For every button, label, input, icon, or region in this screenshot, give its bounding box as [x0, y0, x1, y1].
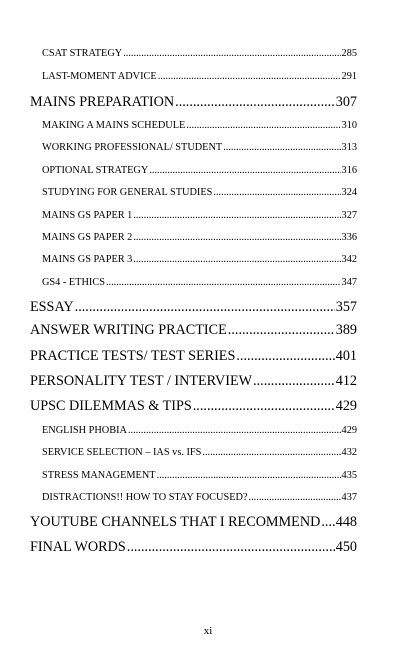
toc-entry-title: STUDYING FOR GENERAL STUDIES	[42, 187, 213, 198]
toc-entry[interactable]	[30, 539, 357, 557]
toc-entry[interactable]	[30, 348, 357, 366]
toc-entry-page: 347	[341, 277, 357, 288]
toc-entry-page: 310	[341, 120, 357, 131]
toc-leader-dots	[213, 187, 340, 198]
toc-entry-title: ANSWER WRITING PRACTICE	[30, 322, 227, 338]
toc-entry[interactable]	[42, 277, 357, 291]
toc-entry[interactable]	[42, 71, 357, 85]
toc-entry[interactable]	[30, 322, 357, 340]
toc-entry-title: OPTIONAL STRATEGY	[42, 165, 149, 176]
toc-leader-dots	[127, 539, 335, 556]
toc-entry-title: WORKING PROFESSIONAL/ STUDENT	[42, 142, 223, 153]
toc-entry-page: 357	[335, 299, 357, 315]
toc-leader-dots	[321, 514, 334, 531]
toc-entry-title: DISTRACTIONS!! HOW TO STAY FOCUSED?	[42, 492, 248, 503]
toc-entry-title: LAST-MOMENT ADVICE	[42, 71, 157, 82]
toc-entry[interactable]	[42, 232, 357, 246]
toc-leader-dots	[75, 299, 335, 316]
toc-entry-title: CSAT STRATEGY	[42, 48, 123, 59]
toc-entry-title: SERVICE SELECTION – IAS vs. IFS	[42, 447, 202, 458]
toc-entry-title: GS4 - ETHICS	[42, 277, 105, 288]
toc-leader-dots	[149, 165, 340, 176]
toc-entry[interactable]	[42, 470, 357, 484]
toc-entry[interactable]	[42, 492, 357, 506]
toc-entry-page: 291	[341, 71, 357, 82]
toc-entry-title: ENGLISH PHOBIA	[42, 425, 127, 436]
toc-leader-dots	[223, 142, 340, 153]
toc-leader-dots	[228, 322, 335, 339]
toc-entry-page: 307	[335, 94, 357, 110]
toc-entry-page: 429	[341, 425, 357, 436]
toc-leader-dots	[128, 425, 341, 436]
toc-entry[interactable]	[42, 165, 357, 179]
toc-entry-title: FINAL WORDS	[30, 539, 126, 555]
toc-leader-dots	[249, 492, 341, 503]
toc-entry[interactable]	[42, 425, 357, 439]
toc-entry-page: 313	[341, 142, 357, 153]
toc-entry[interactable]	[30, 373, 357, 391]
toc-entry[interactable]	[42, 120, 357, 134]
toc-leader-dots	[253, 373, 335, 390]
toc-leader-dots	[123, 48, 340, 59]
toc-leader-dots	[106, 277, 341, 288]
toc-entry[interactable]	[42, 48, 357, 62]
toc-entry-title: MAKING A MAINS SCHEDULE	[42, 120, 186, 131]
toc-leader-dots	[193, 398, 335, 415]
toc-entry-page: 389	[335, 322, 357, 338]
toc-leader-dots	[186, 120, 340, 131]
toc-entry-page: 450	[335, 539, 357, 555]
toc-entry-title: YOUTUBE CHANNELS THAT I RECOMMEND	[30, 514, 321, 530]
toc-entry[interactable]	[42, 447, 357, 461]
toc-leader-dots	[133, 232, 340, 243]
toc-entry-page: 429	[335, 398, 357, 414]
toc-entry-page: 327	[341, 210, 357, 221]
toc-entry[interactable]	[30, 514, 357, 532]
toc-entry-title: PERSONALITY TEST / INTERVIEW	[30, 373, 253, 389]
toc-leader-dots	[236, 348, 334, 365]
toc-entry[interactable]	[42, 254, 357, 268]
toc-entry-page: 432	[341, 447, 357, 458]
toc-entry-page: 316	[341, 165, 357, 176]
toc-entry[interactable]	[42, 210, 357, 224]
toc-entry-title: PRACTICE TESTS/ TEST SERIES	[30, 348, 236, 364]
toc-entry[interactable]	[30, 299, 357, 317]
toc-entry-page: 401	[335, 348, 357, 364]
toc-entry-page: 336	[341, 232, 357, 243]
toc-entry-page: 448	[335, 514, 357, 530]
toc-entry[interactable]	[42, 187, 357, 201]
toc-leader-dots	[158, 71, 341, 82]
toc-leader-dots	[202, 447, 340, 458]
toc-leader-dots	[157, 470, 341, 481]
toc-entry-title: UPSC DILEMMAS & TIPS	[30, 398, 192, 414]
toc-entry-page: 342	[341, 254, 357, 265]
toc-entry-title: MAINS GS PAPER 3	[42, 254, 133, 265]
toc-entry-title: MAINS PREPARATION	[30, 94, 175, 110]
toc-entry-title: ESSAY	[30, 299, 74, 315]
page-number: xi	[203, 625, 213, 637]
toc-leader-dots	[133, 210, 340, 221]
toc-entry-title: MAINS GS PAPER 1	[42, 210, 133, 221]
toc-entry-page: 324	[341, 187, 357, 198]
toc-entry[interactable]	[30, 398, 357, 416]
toc-entry-page: 437	[341, 492, 357, 503]
toc-entry-title: STRESS MANAGEMENT	[42, 470, 156, 481]
toc-entry-page: 435	[341, 470, 357, 481]
toc-entry-title: MAINS GS PAPER 2	[42, 232, 133, 243]
toc-leader-dots	[175, 94, 335, 111]
toc-entry-page: 285	[341, 48, 357, 59]
toc-entry[interactable]	[42, 142, 357, 156]
toc-entry-page: 412	[335, 373, 357, 389]
toc-entry[interactable]	[30, 94, 357, 112]
toc-leader-dots	[133, 254, 340, 265]
